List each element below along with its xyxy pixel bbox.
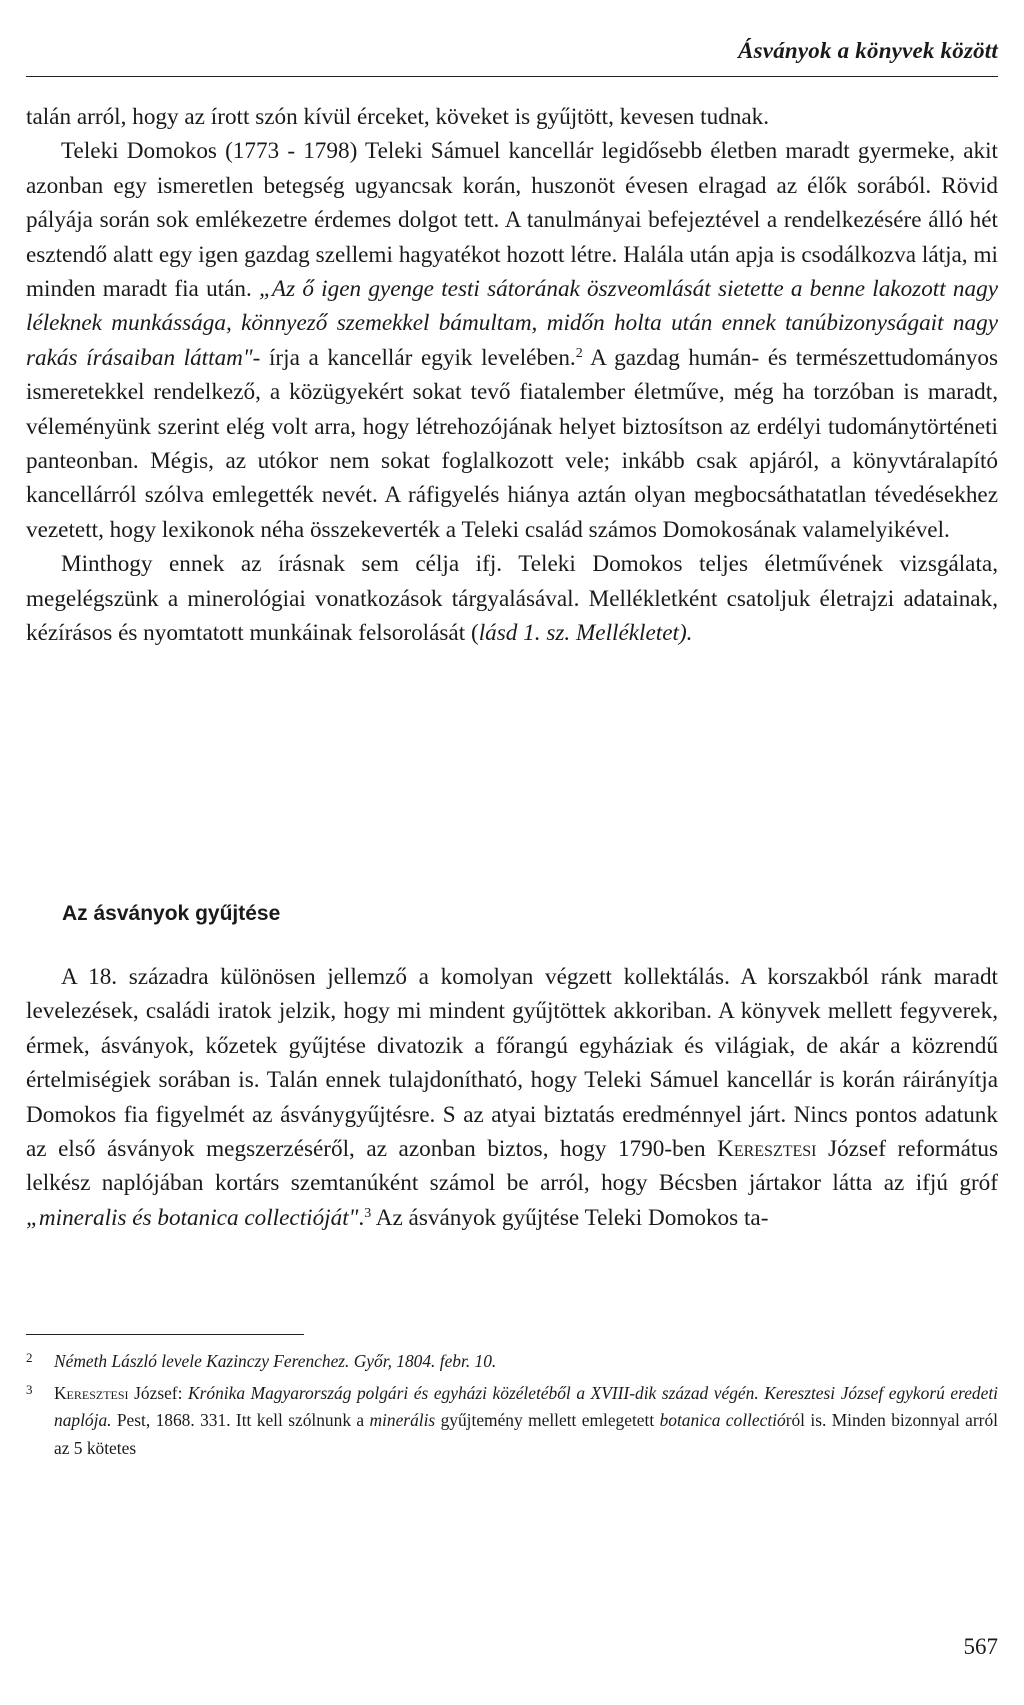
footnote-3 [26,1376,998,1463]
header-rule [26,76,998,77]
italic-term: botanica collectió [659,1410,786,1431]
text-span: A 18. századra különösen jellemző a komolyan végzett kollektálás. A korszakból ránk maradt levelezések, családi iratok jelzik, hogy mi mindent gyűjtöttek akkoriban. A könyvek mellett fegyverek, érmek, ásványok, kőzetek gyűjtése divatozik a főrangú egyháziak és világiak, de akár a közrendű értelmiségiek sorában is. Talán ennek tulajdonítható, hogy Teleki Sámuel kancellár is korán ráirányítja Domokos fia figyelmét az ásványgyűjtésre. S az atyai biztatás eredménnyel járt. Nincs pontos adatunk az első ásványok megszerzéséről, az azonban biztos, hogy 1790-ben [26,964,998,1163]
footnote-mark: 3 [26,1381,33,1397]
paragraph-continuation: talán arról, hogy az írott szón kívül érceket, köveket is gyűjtött, kevesen tudnak. [26,104,770,130]
running-head: Ásványok a könyvek között [738,38,998,63]
section-text [26,960,998,1235]
footnote-ref-3[interactable]: 3 [364,1205,372,1221]
text-span: József: [128,1382,189,1403]
text-span: . [358,1204,365,1231]
quotation: „Az ő igen gyenge testi sátorának öszveomlását sietette a benne lakozott nagy léleknek munkássága, könnyező szemekkel bámultam, midőn holta után ennek tanúbizonyságait nagy rakás írásaiban láttam" [26,276,998,371]
italic-term: minerális [369,1410,436,1431]
text-span: Minthogy ennek az írásnak sem célja ifj. Teleki Domokos teljes életművének vizsgálata, megelégszünk a minerológiai vonatkozások tárgyalásával. Mellékletként csatoljuk életrajzi adatainak, kézírásos és nyomtatott munkáinak felsorolását ( [26,551,998,647]
work-title: Krónika Magyarország polgári és egyházi közéletéből a XVIII-dik század végén. Keresztesi József egykorú eredeti naplója. [54,1382,998,1431]
footnotes [26,1344,998,1462]
text-span: József református lelkész naplójában kortárs szemtanúként számol be arról, hogy Bécsben jártakor látta az ifjú gróf [26,1136,998,1197]
paragraph-collecting [26,960,998,1235]
intro-text [26,100,998,651]
text-span: Pest, 1868. 331. Itt kell szólnunk a [111,1410,370,1431]
section-heading: Az ásványok gyűjtése [62,902,281,925]
paragraph-teleki-domokos [26,134,998,547]
footnote-2 [26,1344,998,1376]
text-span: Az ásványok gyűjtése Teleki Domokos ta- [371,1204,769,1231]
text-span: A gazdag humán- és természettudományos ismeretekkel rendelkező, a közügyekért sokat tevő fiatalember életműve, még ha torzóban is maradt, véleményünk szerint elég volt arra, hogy létrehozójának helyet biztosítson az erdélyi tudománytörténeti panteonban. Mégis, az utókor nem sokat foglalkozott vele; inkább csak apjáról, a könyvtáralapító kancellárról szólva emlegették nevét. A ráfigyelés hiánya aztán olyan megbocsáthatatlan tévedésekhez vezetett, hogy lexikonok néha összekeverték a Teleki család számos Domokosának valamelyikével. [26,344,998,543]
footnote-ref-2[interactable]: 2 [575,345,583,361]
author-name: Keresztesi [717,1136,817,1163]
author-name: Keresztesi [54,1382,129,1403]
page-number: 567 [963,1634,998,1659]
text-span: ról is. Minden bizonnyal arról az 5 kötetes [54,1410,998,1458]
appendix-reference: lásd 1. sz. Mellékletet). [478,620,693,647]
text-span: Teleki Domokos (1773 - 1798) Teleki Sámuel kancellár legidősebb életben maradt gyermeke, akit azonban egy ismeretlen betegség ugyancsak korán, huszonöt évesen elragad az élők sorából. Rövid pályája során sok emlékezetre érdemes dolgot tett. A tanulmányai befejeztével a rendelkezésére álló hét esztendő alatt egy igen gazdag szellemi hagyatékot hozott létre. Halála után apja is csodálkozva látja, mi minden maradt fia után. [26,138,998,303]
footnote-rule [26,1334,304,1335]
footnote-mark: 2 [26,1350,33,1365]
footnote-text: Németh László levele Kazinczy Ferenchez. Győr, 1804. febr. 10. [54,1351,497,1371]
quotation: „mineralis és botanica collectióját" [26,1204,359,1231]
paragraph-scope [26,547,998,650]
text-span: gyűjtemény mellett emlegetett [435,1410,660,1431]
text-span: - írja a kancellár egyik levelében. [252,344,576,371]
